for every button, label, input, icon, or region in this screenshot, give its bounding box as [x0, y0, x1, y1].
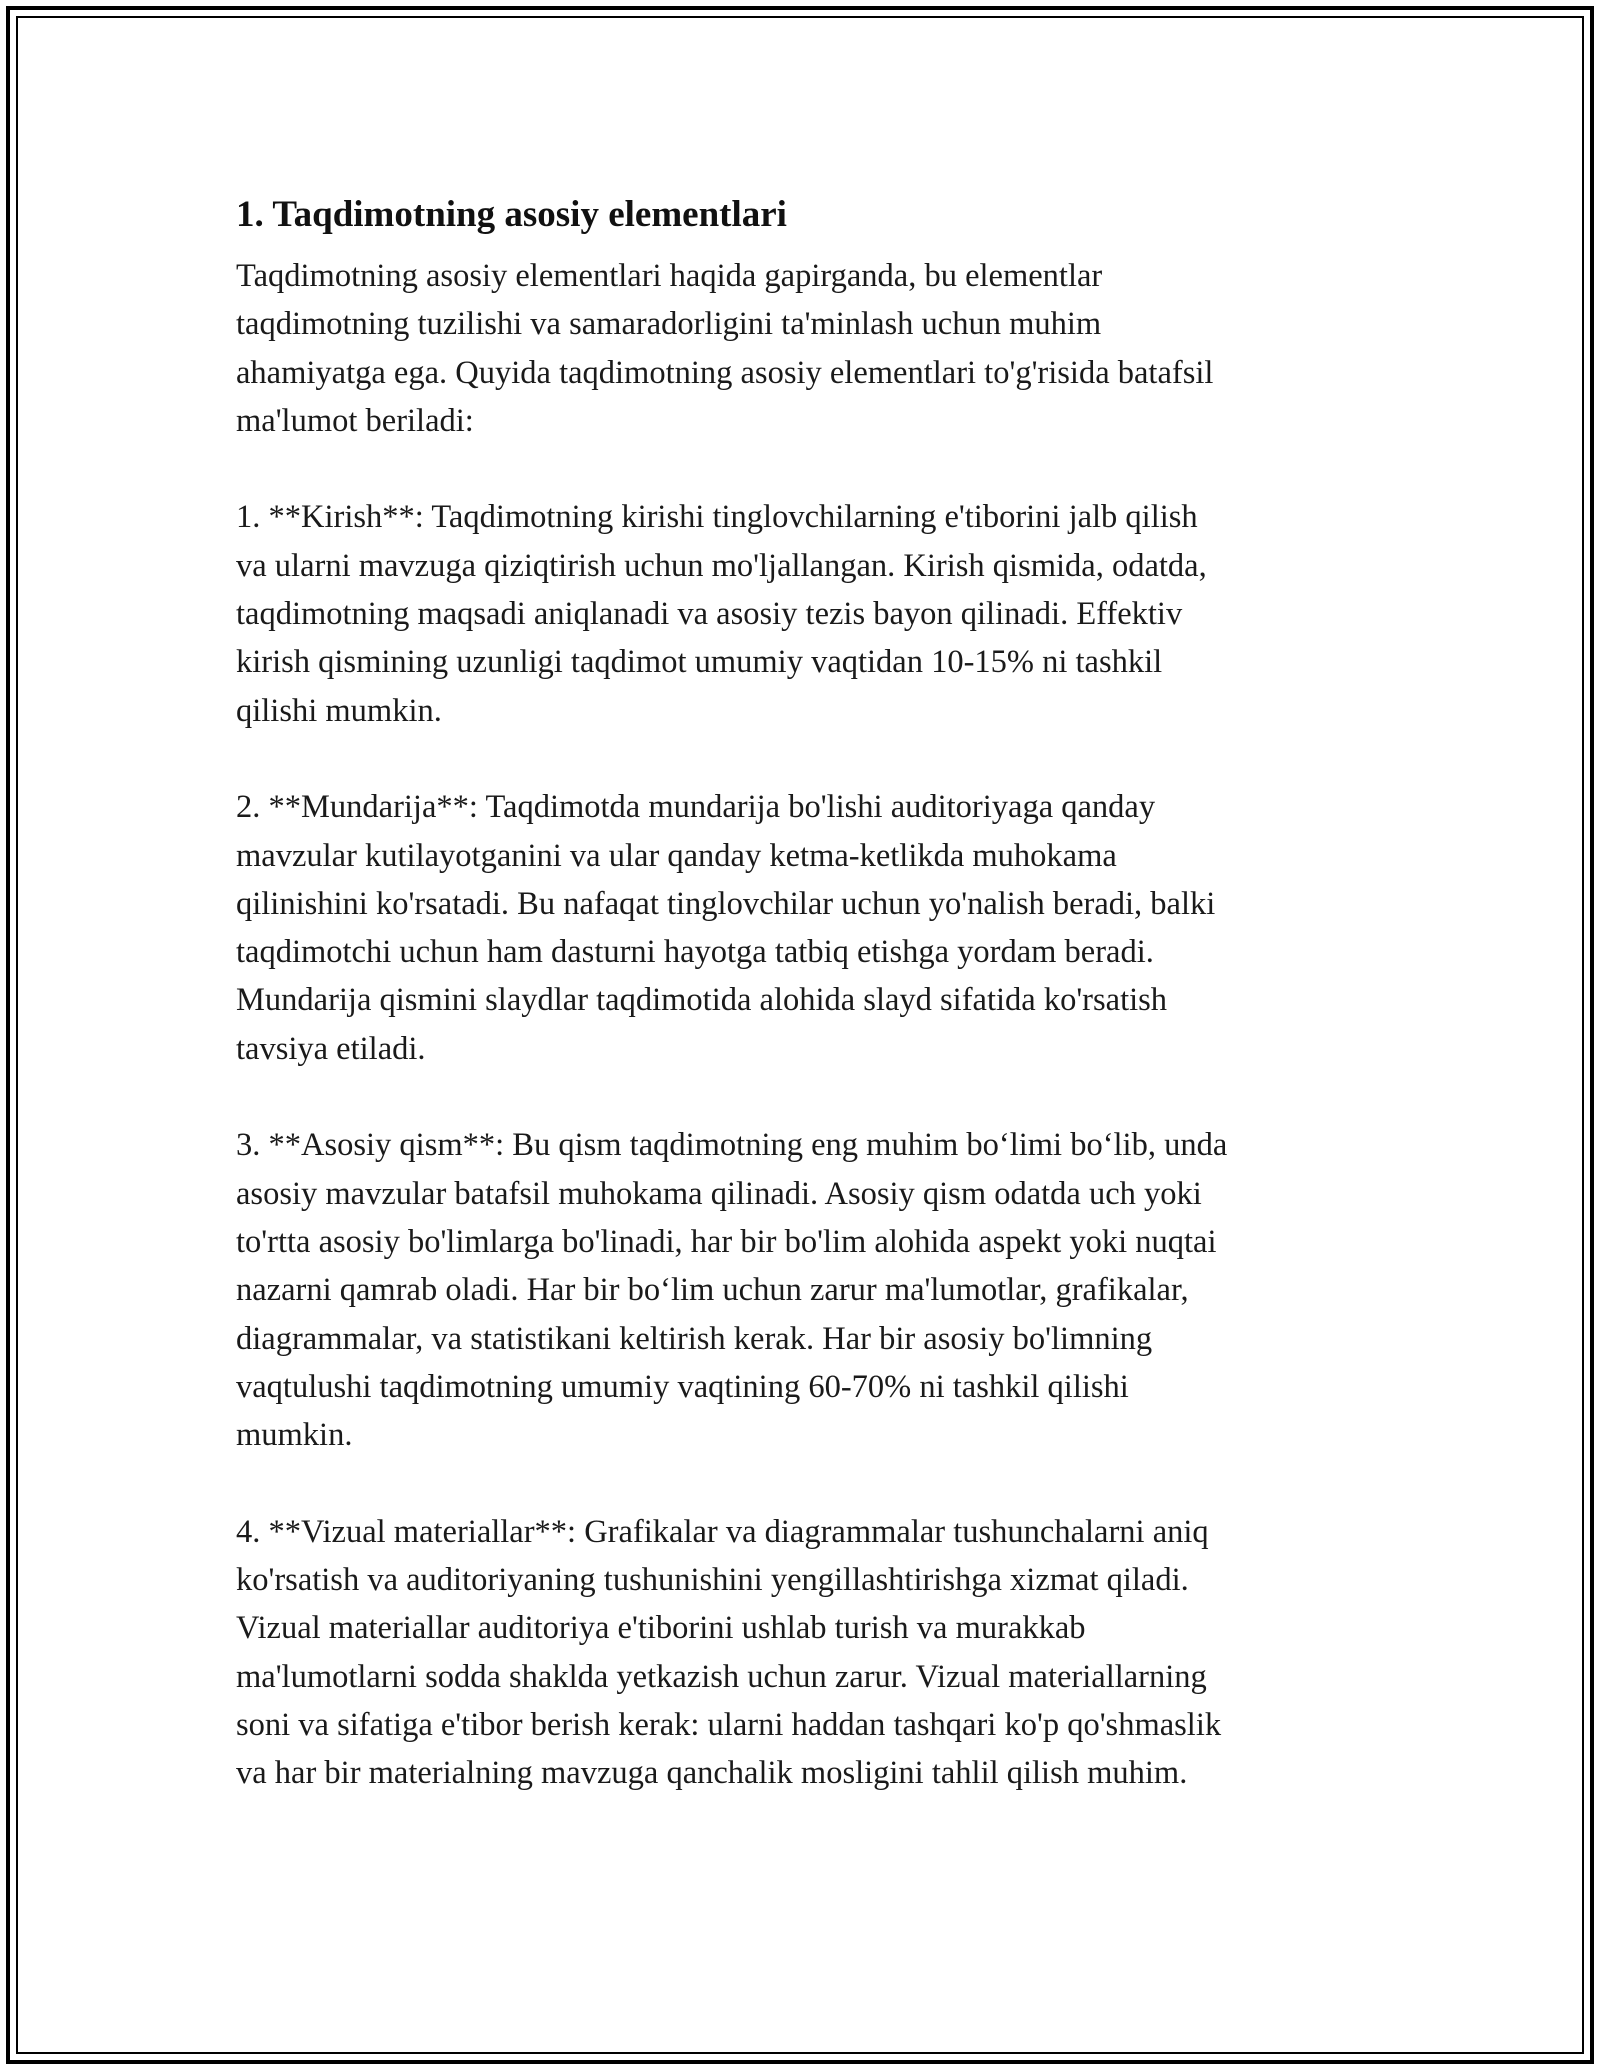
list-item-vizual-materiallar: 4. **Vizual materiallar**: Grafikalar va diagrammalar tushunchalarni aniq ko'rsatish va auditoriyaning tushunishini yengillashtirishga xizmat qiladi. Vizual materiallar auditoriya e'tiborini ushlab turish va murakkab ma'lumotlarni sodda shaklda yetkazish uchun zarur. Vizual materiallarning soni va sifatiga e'tibor berish kerak: ularni haddan tashqari ko'p qo'shmaslik va har bir materialning mavzuga qanchalik mosligini tahlil qilish muhim.: [236, 1513, 1222, 1792]
document-body: [236, 186, 1376, 1846]
list-item-asosiy-qism: 3. **Asosiy qism**: Bu qism taqdimotning eng muhim bo‘limi bo‘lib, unda asosiy mavzular batafsil muhokama qilinadi. Asosiy qism odatda uch yoki to'rtta asosiy bo'limlarga bo'linadi, har bir bo'lim alohida aspekt yoki nuqtai nazarni qamrab oladi. Har bir bo‘lim uchun zarur ma'lumotlar, grafikalar, diagrammalar, va statistikani keltirish kerak. Har bir asosiy bo'limning vaqtulushi taqdimotning umumiy vaqtining 60-70% ni tashkil qilishi mumkin.: [236, 1127, 1228, 1454]
list-item-mundarija: 2. **Mundarija**: Taqdimotda mundarija bo'lishi auditoriyaga qanday mavzular kutilayotganini va ular qanday ketma-ketlikda muhokama qilinishini ko'rsatadi. Bu nafaqat tinglovchilar uchun yo'nalish beradi, balki taqdimotchi uchun ham dasturni hayotga tatbiq etishga yordam beradi. Mundarija qismini slaydlar taqdimotida alohida slayd sifatida ko'rsatish tavsiya etiladi.: [236, 789, 1216, 1067]
intro-paragraph: Taqdimotning asosiy elementlari haqida gapirganda, bu elementlar taqdimotning tuzilishi va samaradorligini ta'minlash uchun muhim ahamiyatga ega. Quyida taqdimotning asosiy elementlari to'g'risida batafsil ma'lumot beriladi:: [236, 258, 1214, 439]
section-heading: 1. Taqdimotning asosiy elementlari: [236, 194, 787, 235]
list-item-kirish: 1. **Kirish**: Taqdimotning kirishi tinglovchilarning e'tiborini jalb qilish va ularni mavzuga qiziqtirish uchun mo'ljallangan. Kirish qismida, odatda, taqdimotning maqsadi aniqlanadi va asosiy tezis bayon qilinadi. Effektiv kirish qismining uzunligi taqdimot umumiy vaqtidan 10-15% ni tashkil qilishi mumkin.: [236, 499, 1207, 729]
